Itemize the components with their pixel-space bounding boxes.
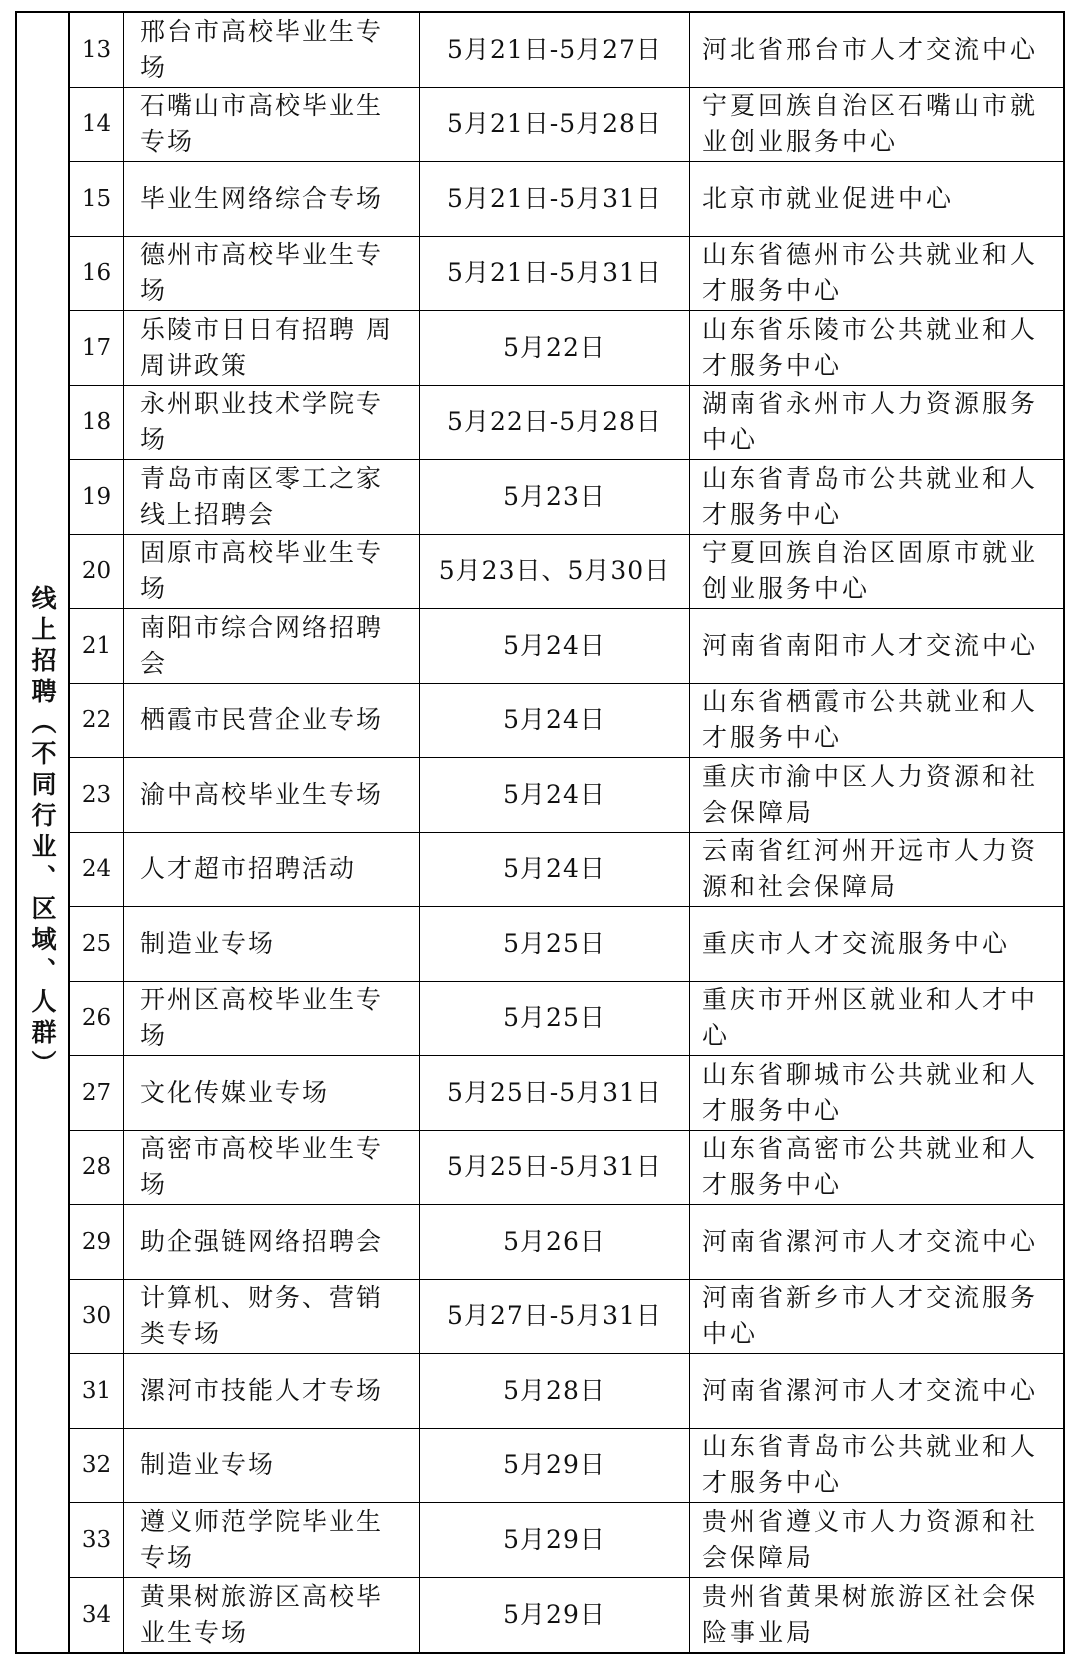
schedule-table (15, 11, 1065, 1654)
table-row (70, 1056, 1063, 1131)
row-number: 26 (70, 982, 124, 1056)
organizer: 湖南省永州市人力资源服务中心 (702, 389, 1039, 455)
organizer: 重庆市人才交流服务中心 (702, 928, 1011, 958)
event-name: 固原市高校毕业生专场 (124, 535, 420, 609)
table-row (70, 311, 1063, 386)
event-date: 5月29日 (420, 1578, 690, 1653)
organizer: 河南省南阳市人才交流中心 (702, 630, 1039, 660)
event-date: 5月26日 (420, 1205, 690, 1279)
organizer: 山东省栖霞市公共就业和人才服务中心 (702, 687, 1039, 753)
row-number: 17 (70, 311, 124, 385)
organizer: 山东省青岛市公共就业和人才服务中心 (702, 463, 1039, 529)
event-name: 漯河市技能人才专场 (124, 1354, 420, 1428)
table-row (70, 1280, 1063, 1355)
event-date: 5月22日-5月28日 (420, 386, 690, 460)
event-date: 5月22日 (420, 311, 690, 385)
event-name: 遵义师范学院毕业生专场 (124, 1503, 420, 1577)
table-row (70, 982, 1063, 1057)
row-number: 34 (70, 1578, 124, 1653)
event-date: 5月29日 (420, 1429, 690, 1503)
event-date: 5月24日 (420, 833, 690, 907)
organizer: 河南省漯河市人才交流中心 (702, 1226, 1039, 1256)
event-date: 5月23日、5月30日 (420, 535, 690, 609)
table-row (70, 237, 1063, 312)
table-row (70, 1503, 1063, 1578)
organizer: 贵州省黄果树旅游区社会保险事业局 (702, 1581, 1039, 1647)
organizer: 河南省漯河市人才交流中心 (702, 1375, 1039, 1405)
row-number: 28 (70, 1131, 124, 1205)
table-row (70, 907, 1063, 982)
event-name: 渝中高校毕业生专场 (124, 758, 420, 832)
event-date: 5月21日-5月31日 (420, 162, 690, 236)
row-number: 15 (70, 162, 124, 236)
table-body (70, 13, 1063, 1652)
event-name: 黄果树旅游区高校毕业生专场 (124, 1578, 420, 1653)
event-name: 石嘴山市高校毕业生专场 (124, 88, 420, 162)
organizer: 山东省德州市公共就业和人才服务中心 (702, 240, 1039, 306)
event-date: 5月21日-5月31日 (420, 237, 690, 311)
row-number: 33 (70, 1503, 124, 1577)
organizer: 河南省新乡市人才交流服务中心 (702, 1283, 1039, 1349)
event-date: 5月25日-5月31日 (420, 1131, 690, 1205)
event-name: 青岛市南区零工之家线上招聘会 (124, 460, 420, 534)
table-row (70, 386, 1063, 461)
event-date: 5月23日 (420, 460, 690, 534)
event-name: 高密市高校毕业生专场 (124, 1131, 420, 1205)
organizer: 山东省青岛市公共就业和人才服务中心 (702, 1432, 1039, 1498)
organizer: 重庆市渝中区人力资源和社会保障局 (702, 761, 1039, 827)
organizer: 宁夏回族自治区石嘴山市就业创业服务中心 (702, 91, 1039, 157)
row-number: 29 (70, 1205, 124, 1279)
table-row (70, 1205, 1063, 1280)
row-number: 18 (70, 386, 124, 460)
table-row (70, 13, 1063, 88)
event-date: 5月21日-5月28日 (420, 88, 690, 162)
row-number: 31 (70, 1354, 124, 1428)
row-number: 30 (70, 1280, 124, 1354)
table-row (70, 609, 1063, 684)
event-name: 栖霞市民营企业专场 (124, 684, 420, 758)
organizer: 云南省红河州开远市人力资源和社会保障局 (702, 836, 1039, 902)
event-date: 5月25日 (420, 907, 690, 981)
event-date: 5月24日 (420, 758, 690, 832)
event-date: 5月21日-5月27日 (420, 13, 690, 87)
table-row (70, 1354, 1063, 1429)
event-name: 永州职业技术学院专场 (124, 386, 420, 460)
event-name: 邢台市高校毕业生专场 (124, 13, 420, 87)
category-label: 线上招聘（不同行业、区域、人群） (28, 584, 57, 1081)
event-name: 乐陵市日日有招聘 周周讲政策 (124, 311, 420, 385)
event-date: 5月24日 (420, 609, 690, 683)
category-cell (17, 13, 70, 1652)
organizer: 重庆市开州区就业和人才中心 (702, 985, 1039, 1051)
table-row (70, 535, 1063, 610)
event-date: 5月24日 (420, 684, 690, 758)
organizer: 北京市就业促进中心 (702, 183, 955, 213)
row-number: 24 (70, 833, 124, 907)
event-name: 开州区高校毕业生专场 (124, 982, 420, 1056)
row-number: 13 (70, 13, 124, 87)
organizer: 山东省聊城市公共就业和人才服务中心 (702, 1059, 1039, 1125)
organizer: 贵州省遵义市人力资源和社会保障局 (702, 1506, 1039, 1572)
table-row (70, 1131, 1063, 1206)
event-name: 南阳市综合网络招聘会 (124, 609, 420, 683)
event-date: 5月27日-5月31日 (420, 1280, 690, 1354)
event-name: 制造业专场 (124, 1429, 420, 1503)
event-name: 计算机、财务、营销类专场 (124, 1280, 420, 1354)
event-date: 5月25日 (420, 982, 690, 1056)
organizer: 河北省邢台市人才交流中心 (702, 34, 1039, 64)
table-row (70, 758, 1063, 833)
row-number: 25 (70, 907, 124, 981)
event-name: 制造业专场 (124, 907, 420, 981)
event-name: 人才超市招聘活动 (124, 833, 420, 907)
table-row (70, 1578, 1063, 1653)
row-number: 23 (70, 758, 124, 832)
event-name: 助企强链网络招聘会 (124, 1205, 420, 1279)
row-number: 27 (70, 1056, 124, 1130)
row-number: 14 (70, 88, 124, 162)
table-row (70, 1429, 1063, 1504)
table-row (70, 833, 1063, 908)
row-number: 32 (70, 1429, 124, 1503)
event-name: 文化传媒业专场 (124, 1056, 420, 1130)
table-row (70, 460, 1063, 535)
table-row (70, 88, 1063, 163)
event-date: 5月25日-5月31日 (420, 1056, 690, 1130)
row-number: 20 (70, 535, 124, 609)
row-number: 21 (70, 609, 124, 683)
table-row (70, 162, 1063, 237)
event-date: 5月29日 (420, 1503, 690, 1577)
event-date: 5月28日 (420, 1354, 690, 1428)
organizer: 宁夏回族自治区固原市就业创业服务中心 (702, 538, 1039, 604)
event-name: 毕业生网络综合专场 (124, 162, 420, 236)
table-row (70, 684, 1063, 759)
row-number: 16 (70, 237, 124, 311)
event-name: 德州市高校毕业生专场 (124, 237, 420, 311)
row-number: 22 (70, 684, 124, 758)
organizer: 山东省高密市公共就业和人才服务中心 (702, 1134, 1039, 1200)
organizer: 山东省乐陵市公共就业和人才服务中心 (702, 314, 1039, 380)
row-number: 19 (70, 460, 124, 534)
